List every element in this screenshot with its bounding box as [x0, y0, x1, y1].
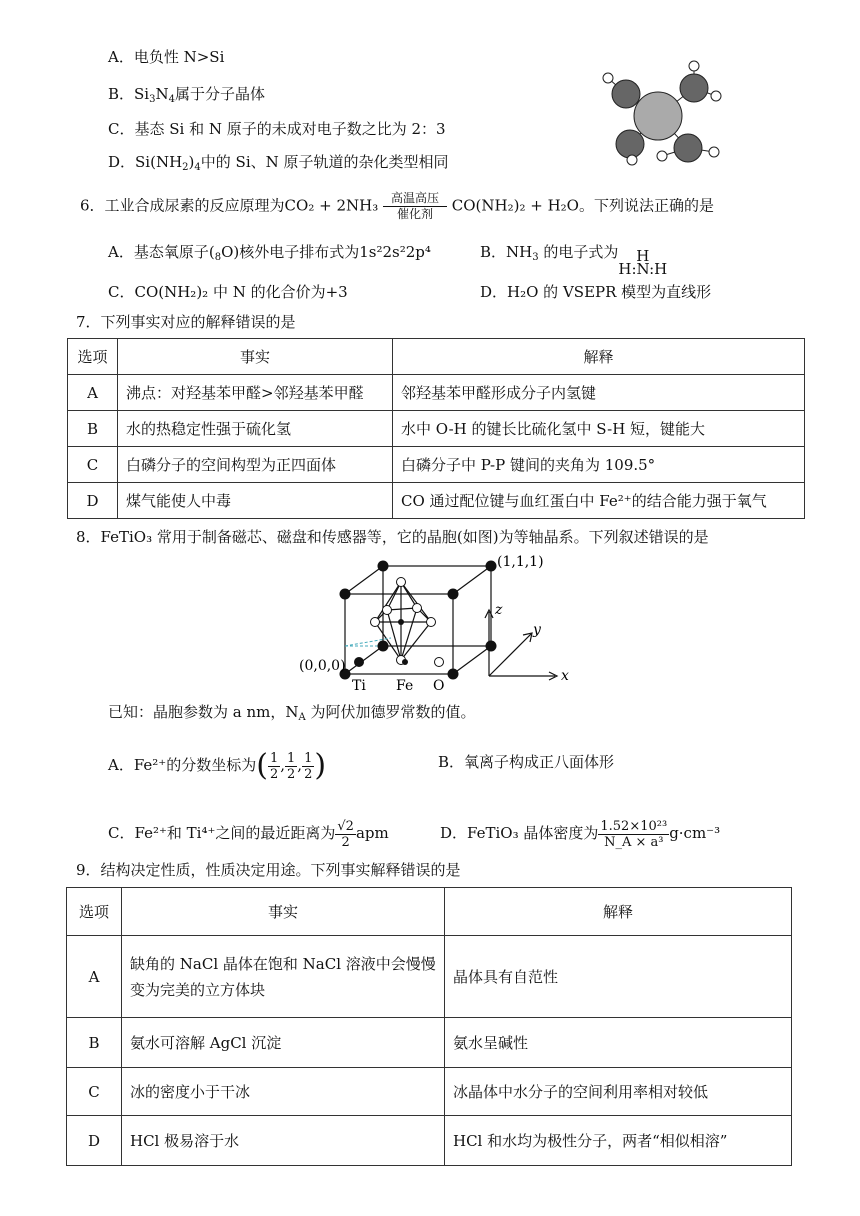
q8-option-b: B．氧离子构成正八面体形 — [438, 753, 615, 771]
legend-ti: Ti — [352, 678, 366, 694]
q7-table — [67, 338, 805, 519]
molecule-model-figure — [590, 52, 730, 172]
table-row: B 水的热稳定性强于硫化氢 水中 O-H 的键长比硫化氢中 S-H 短，键能大 — [68, 411, 805, 447]
q5-option-c: C．基态 Si 和 N 原子的未成对电子数之比为 2：3 — [108, 120, 446, 138]
table-row: B 氨水可溶解 AgCl 沉淀 氨水呈碱性 — [67, 1018, 792, 1068]
q6-option-d: D．H₂O 的 VSEPR 模型为直线形 — [480, 283, 712, 301]
table-row: D 煤气能使人中毒 CO 通过配位键与血红蛋白中 Fe²⁺的结合能力强于氧气 — [68, 483, 805, 519]
axis-z-label: z — [495, 602, 503, 618]
q6-stem: 6．工业合成尿素的反应原理为CO₂ + 2NH₃ 高温高压 催化剂 CO(NH₂)₂ + H₂O。下列说法正确的是 — [80, 191, 714, 221]
table-row: C 冰的密度小于干冰 冰晶体中水分子的空间利用率相对较低 — [67, 1068, 792, 1116]
table-header: 选项 — [68, 339, 118, 375]
q6-option-c: C．CO(NH₂)₂ 中 N 的化合价为+3 — [108, 283, 348, 301]
table-row: D HCl 极易溶于水 HCl 和水均为极性分子，两者“相似相溶” — [67, 1116, 792, 1166]
q9-stem: 9．结构决定性质，性质决定用途。下列事实解释错误的是 — [76, 861, 461, 879]
q6-reaction-condition: 高温高压 催化剂 — [383, 192, 447, 221]
crystal-cell-figure — [295, 552, 585, 694]
q8-stem: 8．FeTiO₃ 常用于制备磁芯、磁盘和传感器等，它的晶胞(如图)为等轴晶系。下列叙述错误的是 — [76, 528, 709, 546]
table-row: A 沸点：对羟基苯甲醛>邻羟基苯甲醛 邻羟基苯甲醛形成分子内氢键 — [68, 375, 805, 411]
legend-o: O — [433, 678, 445, 694]
axis-x-label: x — [561, 668, 569, 684]
q8-option-d: D．FeTiO₃ 晶体密度为 $\frac{\text{1.52×10²³}}{\text{N\_A × a³}}$ g·cm⁻³ — [440, 818, 721, 850]
q8-option-c: C．Fe²⁺和 Ti⁴⁺之间的最近距离为 $\frac{√2}{2}$ apm — [108, 818, 389, 850]
q5-option-b: B．$Si_3N_4$属于分子晶体 — [108, 85, 265, 105]
table-header: 事实 — [122, 888, 445, 936]
q5-option-d: D．$Si(NH_2)_4$中的 Si、N 原子轨道的杂化类型相同 — [108, 153, 449, 173]
q8-given: 已知：晶胞参数为 a nm，$N_A$ 为阿伏加德罗常数的值。 — [108, 703, 476, 723]
coord-111-label: (1,1,1) — [497, 554, 544, 570]
legend-fe: Fe — [396, 678, 414, 694]
q5-option-a: A．电负性 N>Si — [108, 48, 225, 66]
table-row: A 缺角的 NaCl 晶体在饱和 NaCl 溶液中会慢慢变为完美的立方体块 晶体具有自范性 — [67, 936, 792, 1018]
q6-option-a: A．基态氧原子$(_8O)$核外电子排布式为1s²2s²2p⁴ — [108, 243, 431, 263]
q7-stem: 7．下列事实对应的解释错误的是 — [76, 313, 296, 331]
q9-table — [66, 887, 792, 1166]
coord-origin-label: (0,0,0) — [299, 658, 346, 674]
q8-option-a: A．Fe²⁺的分数坐标为( $\frac{1}{2}$ , $\frac{1}{2}$ , $\frac{1}{2}$ ) — [108, 748, 327, 783]
table-header: 选项 — [67, 888, 122, 936]
axis-y-label: y — [533, 622, 541, 638]
table-header: 事实 — [118, 339, 393, 375]
table-header: 解释 — [445, 888, 792, 936]
table-header: 解释 — [393, 339, 805, 375]
q6-option-b: B．$NH_3$ 的电子式为 H H:N:H — [480, 243, 668, 278]
table-row: C 白磷分子的空间构型为正四面体 白磷分子中 P-P 键间的夹角为 109.5° — [68, 447, 805, 483]
